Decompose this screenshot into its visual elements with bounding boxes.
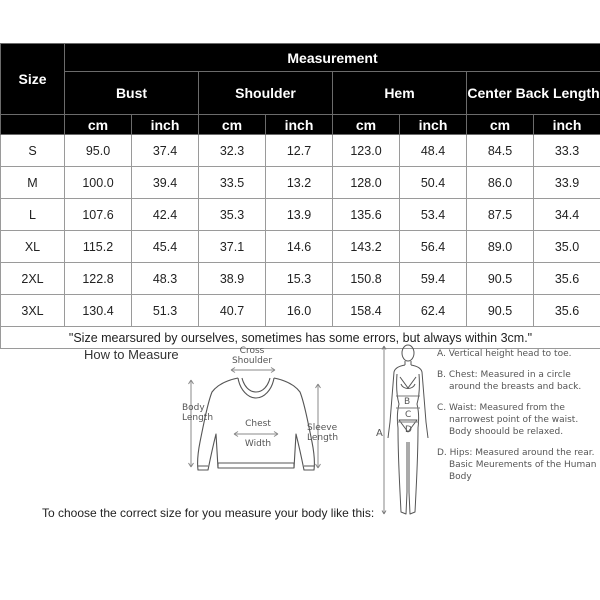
measurement-header: Measurement: [65, 44, 600, 72]
table-cell: 50.4: [400, 167, 467, 199]
measurement-note: "Size mearsured by ourselves, sometimes has some errors, but always within 3cm.": [1, 327, 600, 349]
table-cell: 62.4: [400, 295, 467, 327]
unit-header: inch: [266, 115, 333, 135]
table-cell: 90.5: [467, 263, 534, 295]
table-cell: 34.4: [534, 199, 600, 231]
unit-header: inch: [132, 115, 199, 135]
note-hips: D. Hips: Measured around the rear. Basic Meurements of the Human Body: [437, 448, 597, 482]
size-cell: M: [1, 167, 65, 199]
body-letter-a: A: [376, 428, 383, 439]
size-cell: XL: [1, 231, 65, 263]
table-cell: 35.3: [199, 199, 266, 231]
note-height: A. Vertical height head to toe.: [437, 349, 572, 359]
choose-size-instruction: To choose the correct size for you measure your body like this:: [42, 506, 375, 520]
table-cell: 89.0: [467, 231, 534, 263]
table-cell: 95.0: [65, 135, 132, 167]
table-cell: 32.3: [199, 135, 266, 167]
unit-spacer: [1, 115, 65, 135]
table-cell: 128.0: [333, 167, 400, 199]
chest-width-label-line1: Chest: [245, 419, 271, 429]
table-cell: 115.2: [65, 231, 132, 263]
table-cell: 45.4: [132, 231, 199, 263]
table-cell: 48.3: [132, 263, 199, 295]
table-cell: 38.9: [199, 263, 266, 295]
table-cell: 35.6: [534, 263, 600, 295]
note-chest: B. Chest: Measured in a circle around the breasts and back.: [437, 370, 582, 392]
table-cell: 56.4: [400, 231, 467, 263]
unit-header: cm: [65, 115, 132, 135]
table-cell: 12.7: [266, 135, 333, 167]
table-cell: 59.4: [400, 263, 467, 295]
body-figure: [370, 342, 434, 532]
table-cell: 122.8: [65, 263, 132, 295]
table-cell: 15.3: [266, 263, 333, 295]
table-cell: 158.4: [333, 295, 400, 327]
unit-header: cm: [199, 115, 266, 135]
table-cell: 35.0: [534, 231, 600, 263]
size-cell: S: [1, 135, 65, 167]
table-cell: 13.2: [266, 167, 333, 199]
table-cell: 84.5: [467, 135, 534, 167]
body-length-label-line2: Length: [182, 413, 214, 423]
cross-shoulder-label-line1: Cross: [239, 346, 265, 356]
table-cell: 150.8: [333, 263, 400, 295]
size-header: Size: [1, 44, 65, 115]
table-cell: 86.0: [467, 167, 534, 199]
table-cell: 123.0: [333, 135, 400, 167]
table-row: [1, 167, 600, 199]
hem-header: Hem: [333, 72, 467, 115]
table-cell: 130.4: [65, 295, 132, 327]
bust-header: Bust: [65, 72, 199, 115]
size-cell: L: [1, 199, 65, 231]
table-row: [1, 295, 600, 327]
chest-width-label-line2: Width: [244, 439, 272, 449]
shoulder-header: Shoulder: [199, 72, 333, 115]
table-cell: 135.6: [333, 199, 400, 231]
table-row: [1, 231, 600, 263]
measurement-notes: [437, 348, 597, 492]
table-cell: 33.9: [534, 167, 600, 199]
sleeve-length-label-line1: Sleeve: [307, 423, 338, 433]
measure-guide: [0, 330, 600, 600]
size-chart-table: [0, 43, 600, 349]
sweater-diagram: [178, 342, 358, 482]
table-row: [1, 263, 600, 295]
table-cell: 35.6: [534, 295, 600, 327]
body-length-label-line1: Body: [182, 403, 205, 413]
table-cell: 40.7: [199, 295, 266, 327]
table-cell: 13.9: [266, 199, 333, 231]
note-waist: C. Waist: Measured from the narrowest point of the waist. Body shoould be relaxed.: [437, 403, 579, 437]
table-cell: 143.2: [333, 231, 400, 263]
table-cell: 48.4: [400, 135, 467, 167]
table-cell: 100.0: [65, 167, 132, 199]
center-back-length-header: Center Back Length: [467, 72, 600, 115]
table-cell: 42.4: [132, 199, 199, 231]
sleeve-length-label-line2: Length: [307, 433, 339, 443]
table-cell: 37.1: [199, 231, 266, 263]
unit-header: cm: [333, 115, 400, 135]
table-cell: 53.4: [400, 199, 467, 231]
table-cell: 33.5: [199, 167, 266, 199]
unit-header: cm: [467, 115, 534, 135]
table-row: [1, 199, 600, 231]
table-cell: 33.3: [534, 135, 600, 167]
unit-header: inch: [534, 115, 600, 135]
table-row: [1, 135, 600, 167]
unit-header: inch: [400, 115, 467, 135]
table-cell: 51.3: [132, 295, 199, 327]
table-cell: 16.0: [266, 295, 333, 327]
how-to-measure-title: How to Measure: [84, 347, 179, 362]
body-letter-b: B: [404, 397, 411, 407]
body-letter-c: C: [405, 410, 412, 420]
table-cell: 39.4: [132, 167, 199, 199]
table-cell: 87.5: [467, 199, 534, 231]
table-cell: 107.6: [65, 199, 132, 231]
table-cell: 37.4: [132, 135, 199, 167]
cross-shoulder-label-line2: Shoulder: [231, 356, 273, 366]
body-letter-d: D: [405, 425, 412, 435]
table-cell: 14.6: [266, 231, 333, 263]
table-cell: 90.5: [467, 295, 534, 327]
size-cell: 2XL: [1, 263, 65, 295]
size-cell: 3XL: [1, 295, 65, 327]
